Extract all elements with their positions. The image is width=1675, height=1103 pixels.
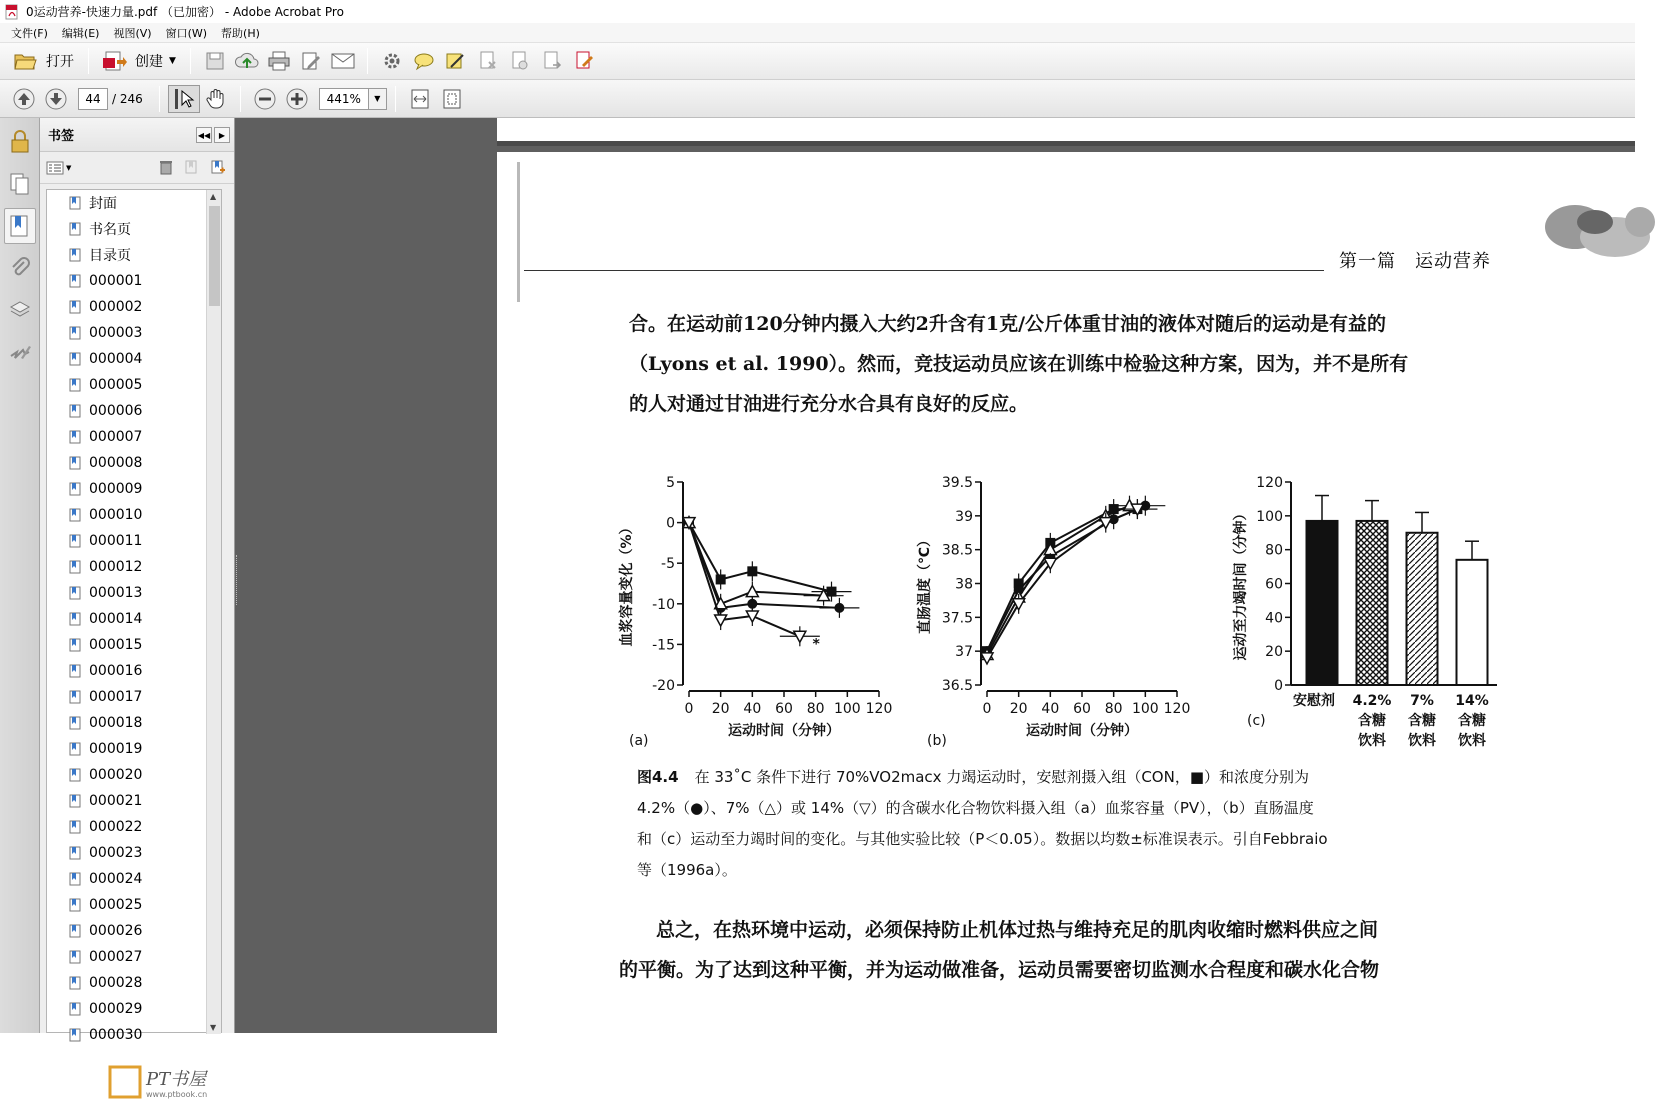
fit-page-button[interactable] [436,85,468,113]
bookmark-label: 000028 [89,975,143,991]
series [684,518,859,618]
toolbar-separator [240,86,241,112]
comment-button[interactable] [408,47,440,75]
bookmark-label: 000011 [89,533,143,549]
pdf-page [497,152,1635,1033]
series-line [987,509,1137,658]
bookmark-item[interactable] [47,840,221,866]
bookmark-icon [69,950,81,964]
bookmark-item[interactable] [47,476,221,502]
y-tick-label: 60 [1265,576,1283,593]
bookmark-icon [69,274,81,288]
toolbar-separator [88,48,89,74]
toolbar-separator [190,48,191,74]
bookmark-icon [69,248,81,262]
y-tick-label: 39 [955,508,973,525]
bookmark-item[interactable] [47,346,221,372]
bookmark-item[interactable] [47,918,221,944]
menu-item[interactable]: 视图(V) [113,26,152,40]
trash-icon[interactable] [158,159,174,175]
security-panel-button[interactable] [4,124,36,160]
chevron-down-icon: ▼ [169,56,176,66]
bookmark-item[interactable] [47,450,221,476]
y-tick-label: 80 [1265,542,1283,559]
category-label: 含糖 [1408,713,1436,729]
edit-document-icon [301,51,321,71]
y-tick-label: 39.5 [941,475,973,491]
bookmark-icon [69,482,81,496]
settings-button[interactable] [376,47,408,75]
bookmark-item[interactable] [47,320,221,346]
data-point [747,566,757,576]
bookmark-icon [69,508,81,522]
next-page-button[interactable] [40,85,72,113]
bookmark-item[interactable] [47,606,221,632]
navigation-toolbar [0,80,1635,118]
attachments-panel-button[interactable] [4,250,36,286]
bookmark-icon [69,1002,81,1016]
bookmark-label: 书名页 [89,222,131,238]
main-toolbar [0,43,1635,80]
bookmark-label: 000025 [89,897,143,913]
bookmarks-header [40,118,234,152]
menu-item[interactable]: 帮助(H) [221,26,260,40]
bookmark-label: 封面 [89,196,117,212]
sign-button[interactable] [440,47,472,75]
folder-open-icon [14,51,38,71]
bookmark-icon [69,768,81,782]
y-tick-label: 120 [1256,475,1283,491]
hand-tool-button[interactable] [200,85,232,113]
plus-circle-icon [286,88,308,110]
bookmark-label: 000005 [89,377,143,393]
y-axis-label: 直肠温度（℃） [917,533,933,634]
bookmark-item[interactable] [47,398,221,424]
bookmark-item[interactable] [47,658,221,684]
bookmark-items [47,190,221,1048]
x-axis-label: 运动时间（分钟） [1026,723,1138,739]
chevron-down-icon: ▼ [374,94,381,103]
bookmark-item[interactable] [47,268,221,294]
x-tick-label: 0 [684,701,694,717]
scroll-up-icon[interactable]: ▲ [210,192,217,201]
x-tick-label: 100 [1131,701,1159,717]
chevron-right-icon: ▶ [218,130,226,140]
secure-document-icon [478,51,498,71]
bookmark-item[interactable] [47,216,221,242]
bookmark-item[interactable] [47,424,221,450]
acrobat-pdf-icon [4,4,20,20]
bookmark-icon [69,378,81,392]
open-button[interactable] [8,47,80,75]
watermark-logo [110,1063,240,1103]
arrow-down-circle-icon [45,88,67,110]
fit-page-icon [442,88,462,110]
pages-panel-button[interactable] [4,166,36,202]
bookmark-label: 000014 [89,611,143,627]
category-label: 饮料 [1458,733,1486,749]
panel-options-button[interactable] [214,127,230,143]
panel-splitter[interactable] [236,555,240,605]
bookmarks-toolbar [40,152,234,184]
bookmark-icon [69,352,81,366]
navigation-pane-strip [0,118,40,1033]
layers-panel-button[interactable] [4,292,36,328]
bookmark-item[interactable] [47,762,221,788]
bookmark-item[interactable] [47,970,221,996]
bookmark-label: 000017 [89,689,143,705]
y-axis-label: 血浆容量变化（%） [619,520,635,647]
bookmark-item[interactable] [47,580,221,606]
sign-icon [445,51,467,71]
series [684,518,852,602]
x-tick-label: 100 [833,701,861,717]
bookmark-label: 000013 [89,585,143,601]
bookmark-item[interactable] [47,892,221,918]
bookmark-label: 000019 [89,741,143,757]
page-header: 第一篇 运动营养 [1339,251,1491,272]
data-point [715,615,727,626]
signatures-panel-button[interactable] [4,334,36,370]
x-tick-label: 80 [1104,701,1123,717]
bookmark-icon [69,430,81,444]
bookmark-label: 000018 [89,715,143,731]
new-bookmark-icon[interactable] [184,159,200,175]
toolbar-separator [159,86,160,112]
bookmark-label: 000016 [89,663,143,679]
y-tick-label: 0 [1274,678,1283,694]
create-button[interactable] [97,47,182,75]
bookmark-item[interactable] [47,242,221,268]
category-label: 14% [1455,693,1489,709]
protect-button[interactable] [504,47,536,75]
paragraph-line: 的人对通过甘油进行充分水合具有良好的反应。 [629,393,1029,415]
bookmark-item[interactable] [47,1022,221,1048]
series [981,496,1150,660]
category-label: 安慰剂 [1293,693,1335,709]
bookmark-label: 000003 [89,325,143,341]
open-label: 打开 [46,54,74,70]
bookmark-options-button[interactable] [46,161,71,175]
export-document-icon [542,51,562,71]
scroll-down-icon[interactable]: ▼ [210,1023,217,1032]
signature-icon [9,340,31,364]
bookmark-label: 000012 [89,559,143,575]
panel-label: (c) [1247,713,1266,729]
scan-edge [517,162,520,302]
paragraph-line: （Lyons et al. 1990）。然而，竞技运动员应该在训练中检验这种方案，因为，并不是所有 [629,353,1409,375]
save-button[interactable] [199,47,231,75]
bookmark-label: 000021 [89,793,143,809]
bookmarks-scrollbar[interactable] [206,190,221,1034]
title-bar [0,0,1635,23]
category-label: 含糖 [1358,713,1386,729]
menu-item[interactable]: 文件(F) [11,26,48,40]
svg-text:PT书屋: PT书屋 [146,1069,207,1090]
bookmark-icon [69,560,81,574]
series [683,518,820,647]
collapse-panel-button[interactable] [196,127,212,143]
significance-marker: * [812,636,820,653]
email-button[interactable] [327,47,359,75]
bookmark-icon [69,586,81,600]
bookmark-label: 000010 [89,507,143,523]
series [683,517,844,614]
zoom-out-button[interactable] [249,85,281,113]
series [982,496,1165,656]
series-line [987,509,1137,651]
toolbar-separator [395,86,396,112]
panel-label: (a) [629,733,649,749]
series-line [987,506,1130,655]
menu-item[interactable]: 窗口(W) [165,26,208,40]
y-tick-label: 38 [955,576,973,593]
panel-label: (b) [927,733,947,749]
caption-line: 4.2%（●）、7%（△）或 14%（▽）的含碳水化合物饮料摄入组（a）血浆容量（PV），（b）直肠温度 [637,799,1314,817]
y-tick-label: 37 [955,644,973,661]
bookmark-item[interactable] [47,190,221,216]
bookmark-item[interactable] [47,866,221,892]
bookmark-icon [69,638,81,652]
x-tick-label: 60 [775,701,793,717]
data-point [834,603,844,613]
menu-bar [0,23,1635,43]
x-tick-label: 120 [865,701,893,717]
bookmark-item[interactable] [47,554,221,580]
printer-icon [268,51,290,71]
bookmark-icon [69,326,81,340]
cursor-icon [174,88,194,110]
bookmark-icon [69,196,81,210]
bookmark-label: 000015 [89,637,143,653]
bookmark-item[interactable] [47,710,221,736]
x-tick-label: 40 [743,701,762,717]
bookmark-icon [69,898,81,912]
layers-icon [9,298,31,322]
bookmark-item[interactable] [47,814,221,840]
bookmark-item[interactable] [47,632,221,658]
lock-document-icon [510,51,530,71]
category-label: 含糖 [1458,713,1486,729]
save-icon [205,51,225,71]
chevron-down-icon: ▼ [66,163,72,172]
y-axis-label: 运动至力竭时间（分钟） [1233,506,1249,661]
comment-icon [413,51,435,71]
series [981,499,1157,664]
menu-item[interactable]: 编辑(E) [61,26,100,40]
x-tick-label: 0 [982,701,992,717]
fit-width-button[interactable] [404,85,436,113]
edit-button[interactable] [295,47,327,75]
bookmarks-title: 书签 [48,129,75,144]
bookmarks-list [46,189,222,1043]
create-label: 创建 [135,54,163,70]
bookmark-item[interactable] [47,788,221,814]
x-tick-label: 80 [806,701,825,717]
figure-4-4 [617,462,1517,762]
bookmark-icon [69,1028,81,1042]
figure-caption [637,762,1517,886]
upload-button[interactable] [231,47,263,75]
caption-line: 在 33˚C 条件下进行 70%VO2macx 力竭运动时，安慰剂摄入组（CON，■）和浓度分别为 [694,768,1310,786]
y-tick-label: -5 [661,556,675,573]
bookmark-icon [69,872,81,886]
bookmark-icon [69,222,81,236]
paragraph-line: 合。在运动前120分钟内摄入大约2升含有1克/公斤体重甘油的液体对随后的运动是有益的 [629,313,1387,335]
y-tick-label: 100 [1256,508,1283,525]
double-chevron-left-icon: ◀◀ [197,130,211,140]
bookmark-label: 000009 [89,481,143,497]
bookmark-item[interactable] [47,372,221,398]
toolbar-separator [367,48,368,74]
print-button[interactable] [263,47,295,75]
bookmarks-panel-button[interactable] [4,208,36,244]
bookmark-label: 000023 [89,845,143,861]
bookmark-item[interactable] [47,294,221,320]
paperclip-icon [10,256,30,280]
paragraph-line: 的平衡。为了达到这种平衡，并为运动做准备，运动员需要密切监测水合程度和碳水化合物 [619,959,1380,981]
previous-page-button[interactable] [8,85,40,113]
caption-line: 等（1996a）。 [637,861,737,879]
y-tick-label: 5 [666,475,675,491]
x-tick-label: 120 [1163,701,1191,717]
bookmark-icon [69,716,81,730]
bookmark-item[interactable] [47,684,221,710]
bookmark-item[interactable] [47,528,221,554]
fit-width-icon [410,88,430,110]
y-tick-label: 0 [666,515,675,532]
data-point [716,574,726,584]
svg-text:www.ptbook.cn: www.ptbook.cn [146,1090,208,1099]
bookmark-label: 000002 [89,299,143,315]
bookmark-icon [69,534,81,548]
zoom-dropdown-button[interactable] [369,88,387,110]
y-tick-label: 38.5 [941,542,973,559]
category-label: 饮料 [1358,733,1386,749]
y-tick-label: -15 [652,637,675,654]
bookmark-icon [69,404,81,418]
bookmark-icon [69,690,81,704]
series-line [987,506,1145,651]
arrow-up-circle-icon [13,88,35,110]
bookmark-item[interactable] [47,996,221,1022]
zoom-level-input[interactable]: 441% [319,88,369,110]
category-label: 饮料 [1408,733,1436,749]
review-button[interactable] [568,47,600,75]
category-label: 4.2% [1352,693,1392,709]
bookmark-label: 000024 [89,871,143,887]
previous-page-bottom [497,118,1635,146]
bookmark-icon [69,820,81,834]
x-tick-label: 60 [1073,701,1091,717]
page-number-input[interactable]: 44 [78,88,108,110]
bookmark-icon [69,612,81,626]
y-tick-label: 20 [1265,644,1283,661]
bookmark-icon [69,794,81,808]
paragraph-line: 总之，在热环境中运动，必须保持防止机体过热与维持充足的肌肉收缩时燃料供应之间 [637,919,1379,941]
bookmark-add-icon[interactable] [210,159,226,175]
create-pdf-icon [103,50,127,72]
bookmark-icon [69,976,81,990]
bookmark-item[interactable] [47,502,221,528]
x-tick-label: 20 [1009,701,1028,717]
x-tick-label: 20 [711,701,730,717]
category-label: 7% [1410,693,1434,709]
bookmark-label: 000008 [89,455,143,471]
bookmark-label: 000029 [89,1001,143,1017]
options-list-icon [46,161,64,175]
bookmark-icon [69,742,81,756]
figure-label: 图4.4 [637,768,679,786]
bookmark-label: 000022 [89,819,143,835]
y-tick-label: 40 [1265,610,1283,627]
bookmark-item[interactable] [47,736,221,762]
decorative-ink-blot [1525,182,1675,282]
bookmark-label: 000026 [89,923,143,939]
x-tick-label: 40 [1041,701,1060,717]
bookmark-icon [69,846,81,860]
bookmark-label: 000004 [89,351,143,367]
bookmark-icon [69,664,81,678]
bookmark-label: 000001 [89,273,143,289]
lock-icon [10,130,30,154]
export-button[interactable] [536,47,568,75]
bookmarks-panel [40,118,235,1099]
bar [1407,533,1438,685]
bookmark-label: 000020 [89,767,143,783]
y-tick-label: 37.5 [941,610,973,627]
bookmark-icon [69,456,81,470]
bar [1307,521,1338,685]
select-tool-button[interactable] [168,85,200,113]
caption-line: 和（c）运动至力竭时间的变化。与其他实验比较（P＜0.05）。数据以均数±标准误表示。引自Febbraio [637,830,1328,848]
bar [1457,560,1488,685]
series [982,499,1157,656]
header-rule [524,270,1324,271]
hand-icon [205,88,227,110]
bookmark-label: 000030 [89,1027,143,1043]
bookmark-item[interactable] [47,944,221,970]
bookmark-label: 000007 [89,429,143,445]
pages-icon [9,172,31,196]
cloud-upload-icon [235,51,259,71]
zoom-in-button[interactable] [281,85,313,113]
bookmark-label: 目录页 [89,248,131,264]
bar [1357,521,1388,685]
bookmark-label: 000006 [89,403,143,419]
bookmark-icon [9,214,31,238]
scrollbar-thumb[interactable] [209,206,220,306]
secure-button[interactable] [472,47,504,75]
gear-icon [382,51,402,71]
bookmark-icon [69,924,81,938]
window-title: 0运动营养-快速力量.pdf （已加密） - Adobe Acrobat Pro [26,5,344,19]
bookmark-label: 000027 [89,949,143,965]
bookmark-icon [69,300,81,314]
y-tick-label: -20 [652,678,675,694]
minus-circle-icon [254,88,276,110]
y-tick-label: -10 [652,596,675,613]
x-axis-label: 运动时间（分钟） [728,723,840,739]
page-total-label: / 246 [112,91,143,106]
envelope-icon [331,52,355,70]
review-document-icon [574,51,594,71]
y-tick-label: 36.5 [941,678,973,694]
